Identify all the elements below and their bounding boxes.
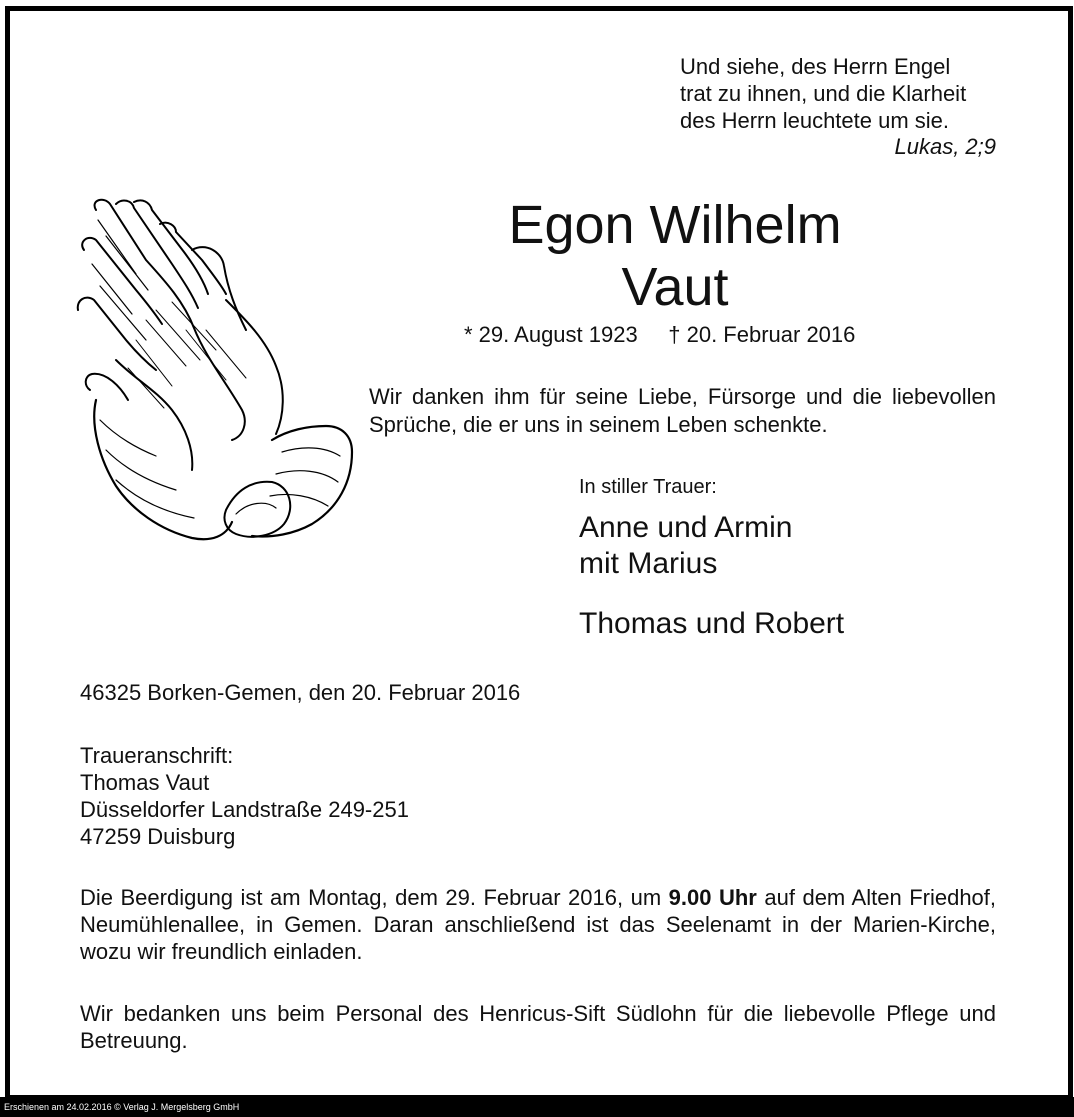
burial-text: auf dem Alten Friedhof, Neumühlenallee, in Gemen. Daran anschließend ist das Seelenamt in der Marien-Kirche, wozu wir freundlich einladen. xyxy=(80,885,997,964)
mourner-line: mit Marius xyxy=(579,547,718,580)
burial-info xyxy=(80,884,996,965)
deceased-name-last: Vaut xyxy=(621,257,729,317)
burial-time: 9.00 Uhr xyxy=(668,885,757,910)
thanks-text: Wir danken ihm für seine Liebe, Fürsorge und die liebevollen Sprüche, die er uns in seinem Leben schenkte. xyxy=(369,384,996,437)
verse-line: trat zu ihnen, und die Klarheit xyxy=(680,81,967,106)
mourning-address xyxy=(80,742,409,850)
burial-text: Die Beerdigung ist am Montag, dem 29. Februar 2016, um xyxy=(80,885,669,910)
mourner-line: Anne und Armin xyxy=(579,511,793,544)
publication-footer: Erschienen am 24.02.2016 © Verlag J. Mergelsberg GmbH xyxy=(0,1097,1074,1117)
care-thanks: Wir bedanken uns beim Personal des Henricus-Sift Südlohn für die liebevolle Pflege und Betreuung. xyxy=(80,1001,996,1053)
address-city: 47259 Duisburg xyxy=(80,824,236,849)
praying-hands-icon xyxy=(76,190,358,545)
verse-line: Und siehe, des Herrn Engel xyxy=(680,54,951,79)
verse-reference: Lukas, 2;9 xyxy=(894,134,996,159)
mourning-label: In stiller Trauer: xyxy=(579,476,717,498)
mourner-line: Thomas und Robert xyxy=(579,607,845,640)
address-name: Thomas Vaut xyxy=(80,770,210,795)
place-date: 46325 Borken-Gemen, den 20. Februar 2016 xyxy=(80,680,521,705)
address-label: Traueranschrift: xyxy=(80,743,234,768)
verse-line: des Herrn leuchtete um sie. xyxy=(680,108,950,133)
life-dates: * 29. August 1923 † 20. Februar 2016 xyxy=(464,322,856,347)
bible-verse xyxy=(680,53,966,134)
deceased-name-first: Egon Wilhelm xyxy=(508,195,842,255)
address-street: Düsseldorfer Landstraße 249-251 xyxy=(80,797,409,822)
